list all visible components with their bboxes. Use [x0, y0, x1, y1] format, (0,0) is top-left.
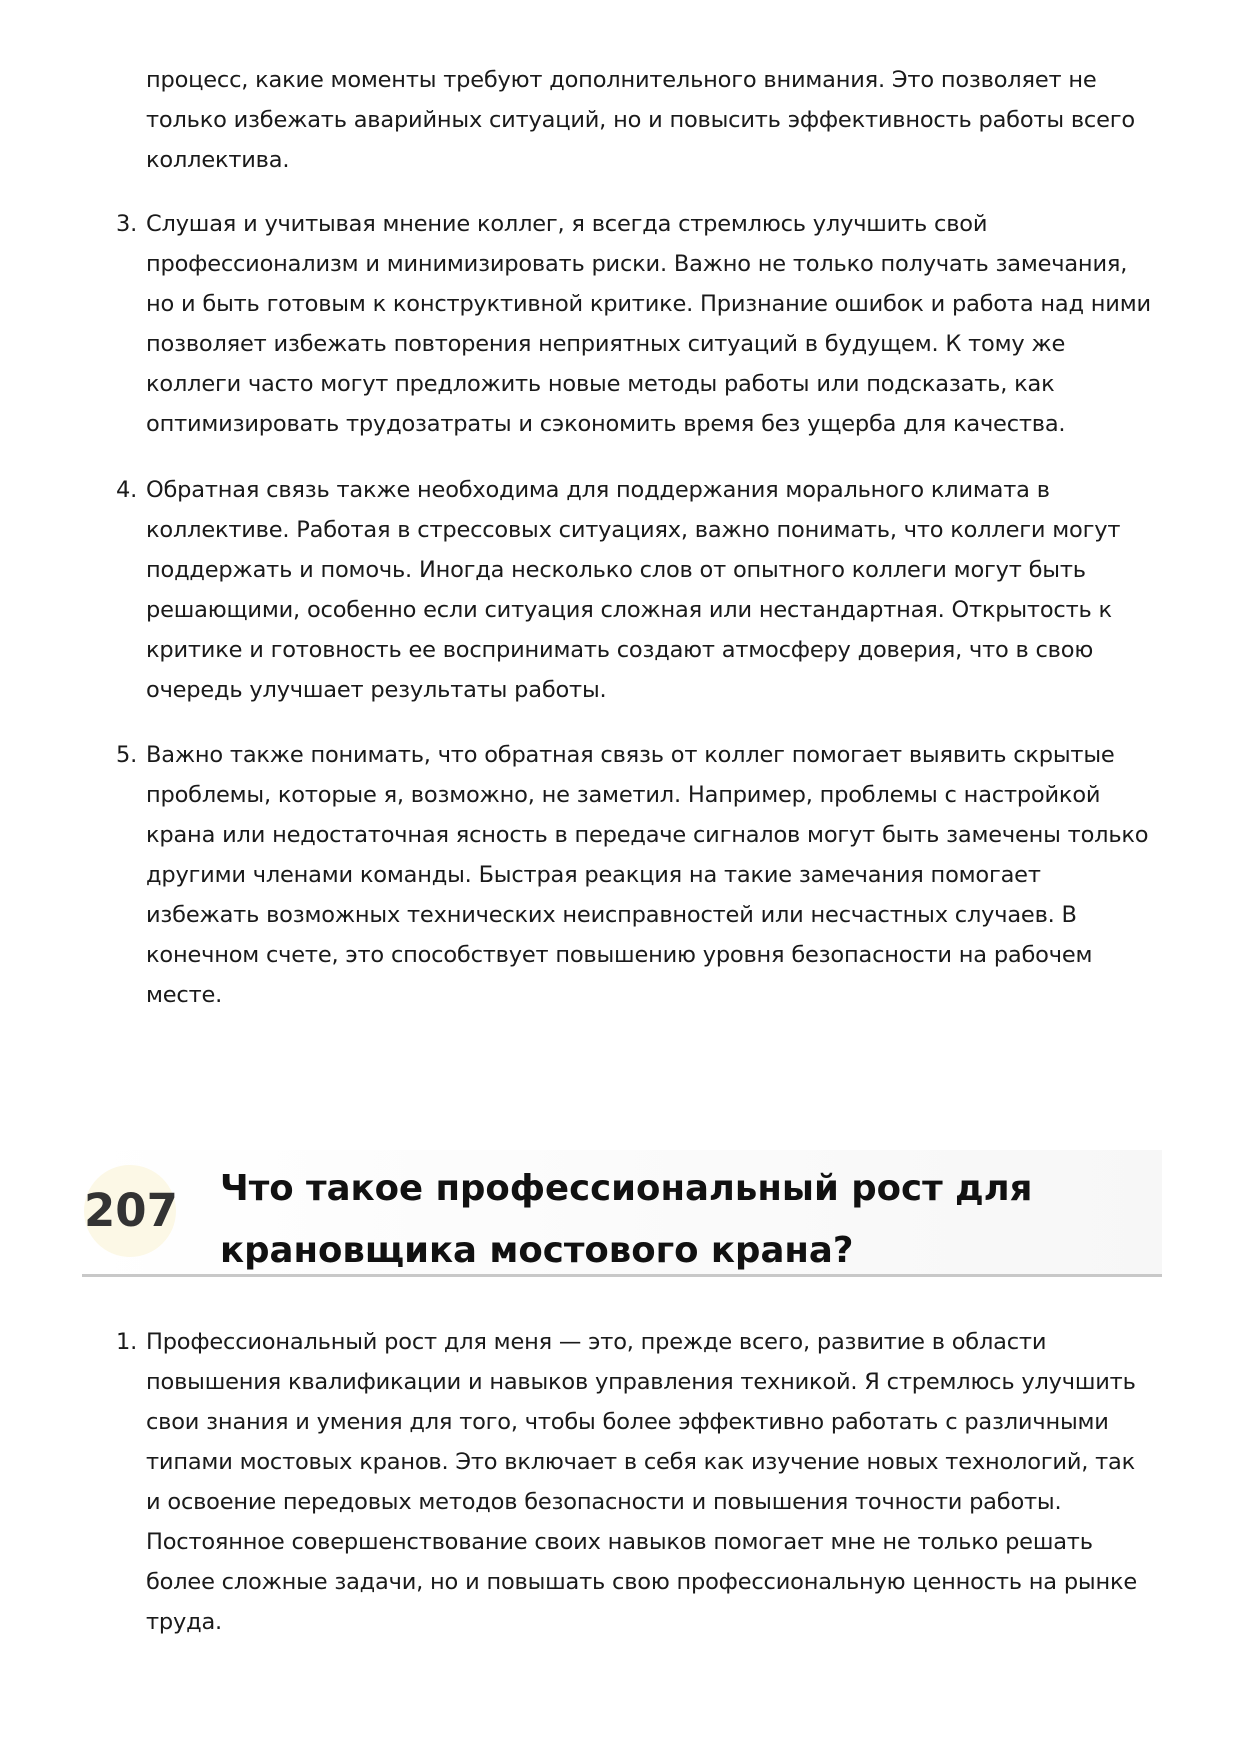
list-item-text: Обратная связь также необходима для поддержания морального климата в коллективе. Работая в стрессовых ситуациях, важно понимать, что коллеги могут поддержать и помочь. Иногда несколько слов от опытного коллеги могут быть решающими, особенно если ситуация сложная или нестандартная. Открытость к критике и готовность ее воспринимать создают атмосферу доверия, что в свою очередь улучшает результаты работы. [146, 477, 1121, 703]
question-title: Что такое профессиональный рост для крановщика мостового крана? [220, 1168, 1033, 1271]
list-item-number: 1. [116, 1329, 138, 1355]
list-item-text: Важно также понимать, что обратная связь от коллег помогает выявить скрытые проблемы, которые я, возможно, не заметил. Например, проблемы с настройкой крана или недостаточная ясность в передаче сигналов могут быть замечены только другими членами команды. Быстрая реакция на такие замечания помогает избежать возможных технических неисправностей или несчастных случаев. В конечном счете, это способствует повышению уровня безопасности на рабочем месте. [146, 742, 1149, 1008]
list-item-text: Слушая и учитывая мнение коллег, я всегда стремлюсь улучшить свой профессионализм и минимизировать риски. Важно не только получать замечания, но и быть готовым к конструктивной критике. Признание ошибок и работа над ними позволяет избежать повторения неприятных ситуаций в будущем. К тому же коллеги часто могут предложить новые методы работы или подсказать, как оптимизировать трудозатраты и сэкономить время без ущерба для качества. [146, 211, 1151, 437]
continuation-text: процесс, какие моменты требуют дополнительного внимания. Это позволяет не только избежать аварийных ситуаций, но и повысить эффективность работы всего коллектива. [146, 67, 1135, 173]
list-item-number: 3. [116, 211, 138, 237]
question-header [82, 1150, 1162, 1276]
list-item [116, 735, 1156, 1015]
list-item-number: 5. [116, 742, 138, 768]
question-number: 207 [84, 1184, 178, 1237]
list-item [116, 204, 1156, 444]
list-item-text: Профессиональный рост для меня — это, прежде всего, развитие в области повышения квалификации и навыков управления техникой. Я стремлюсь улучшить свои знания и умения для того, чтобы более эффективно работать с различными типами мостовых кранов. Это включает в себя как изучение новых технологий, так и освоение передовых методов безопасности и повышения точности работы. Постоянное совершенствование своих навыков помогает мне не только решать более сложные задачи, но и повышать свою профессиональную ценность на рынке труда. [146, 1329, 1138, 1635]
continuation-paragraph [146, 60, 1156, 180]
list-item [116, 470, 1156, 710]
list-item-number: 4. [116, 477, 138, 503]
list-item [116, 1322, 1156, 1642]
